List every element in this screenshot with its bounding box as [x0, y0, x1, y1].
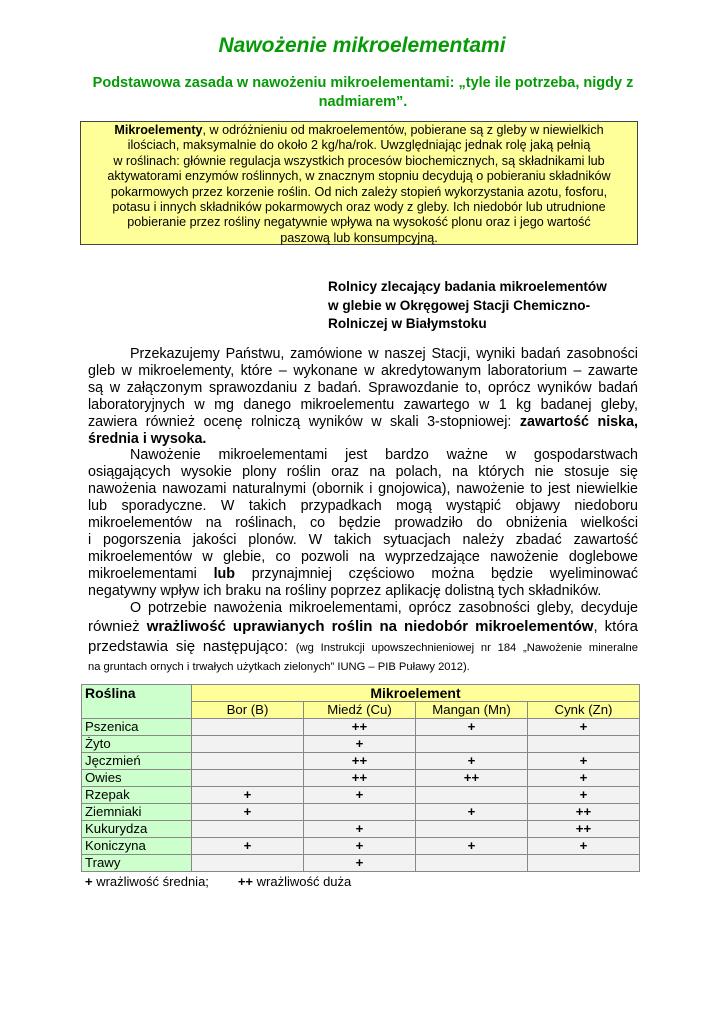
body-line: [88, 363, 638, 380]
legend-symbol: ++: [237, 874, 254, 889]
text-segment: lub sporadyczne. W takich przypadkach mogą wystąpić objawy niedoboru: [88, 498, 638, 515]
page-title: Nawożenie mikroelementami: [218, 34, 506, 57]
body-line: [88, 431, 638, 448]
sensitivity-cell: +: [528, 753, 640, 770]
plant-header: Roślina: [82, 685, 192, 719]
body-line: [88, 414, 638, 431]
info-box-line: [85, 200, 633, 215]
column-header: Bor (B): [192, 702, 304, 719]
info-box-text: w roślinach: głównie regulacja wszystkich procesów biochemicznych, są składnikami lub: [113, 153, 605, 168]
sensitivity-cell: [192, 821, 304, 838]
info-box-line: [85, 123, 633, 138]
table-header-row: [82, 685, 640, 702]
info-box-text: , w odróżnieniu od makroelementów, pobierane są z gleby w niewielkich: [202, 123, 604, 137]
table-row: [82, 787, 640, 804]
text-segment: laboratoryjnych w mg danego mikroelementu zawartego w 1 kg badanej gleby,: [88, 396, 638, 413]
info-box-line: [85, 215, 633, 230]
text-segment: również: [88, 617, 147, 635]
info-box-text: aktywatorami enzymów roślinnych, w znacznym stopniu decydują o pobieraniu składników: [107, 169, 611, 184]
plant-name: Jęczmień: [82, 753, 192, 770]
info-box-line: [85, 185, 633, 200]
sensitivity-cell: +: [416, 804, 528, 821]
table-row: [82, 770, 640, 787]
text-segment: , która: [593, 617, 639, 635]
table-row: [82, 753, 640, 770]
sensitivity-cell: ++: [304, 753, 416, 770]
legend-text: wrażliwość duża: [253, 874, 352, 889]
sensitivity-cell: +: [192, 787, 304, 804]
body-line: [88, 583, 638, 600]
table-row: [82, 838, 640, 855]
body-line: [88, 447, 638, 464]
body-line: [88, 380, 638, 397]
text-segment: na gruntach ornych i trwałych użytkach zielonych” IUNG – PIB Puławy 2012).: [88, 660, 470, 673]
body-line: [88, 600, 638, 617]
sensitivity-cell: [416, 821, 528, 838]
text-segment: Przekazujemy Państwu, zamówione w naszej Stacji, wyniki badań zasobności: [130, 346, 638, 362]
sensitivity-cell: +: [416, 753, 528, 770]
plant-name: Owies: [82, 770, 192, 787]
bold-text: lub: [213, 565, 236, 582]
text-segment: przedstawia się następująco:: [88, 637, 296, 655]
info-box-text: ilościach, maksymalnie do około 2 kg/ha/rok. Uwzględniając jednak rolę jaką pełnią: [127, 138, 591, 153]
body-line: [88, 464, 638, 481]
sensitivity-cell: [528, 736, 640, 753]
column-header: Miedź (Cu): [304, 702, 416, 719]
sensitivity-cell: +: [304, 787, 416, 804]
info-box-bold-lead: Mikroelementy: [114, 123, 203, 137]
sensitivity-cell: [192, 855, 304, 872]
body-line: [88, 481, 638, 498]
sensitivity-cell: +: [528, 770, 640, 787]
table-row: [82, 719, 640, 736]
info-box-text: paszową lub konsumpcyjną.: [280, 230, 438, 245]
text-segment: mikroelementami: [88, 565, 214, 582]
sensitivity-cell: ++: [416, 770, 528, 787]
sensitivity-cell: ++: [528, 804, 640, 821]
body-line: [88, 498, 638, 515]
plant-name: Żyto: [82, 736, 192, 753]
body-line: [88, 637, 638, 658]
bold-text: wrażliwość uprawianych roślin na niedobór mikroelementów: [146, 617, 594, 635]
sensitivity-cell: ++: [528, 821, 640, 838]
text-segment: nawożenia nawozami naturalnymi (obornik i gnojowica), nawożenie to jest niewielkie: [88, 481, 638, 498]
plant-name: Rzepak: [82, 787, 192, 804]
info-box-line: [85, 169, 633, 184]
table-row: [82, 736, 640, 753]
body-line: [88, 346, 638, 363]
text-segment: przynajmniej częściowo można będzie wyeliminować: [235, 565, 638, 582]
sensitivity-cell: +: [528, 719, 640, 736]
body-line: [88, 566, 638, 583]
lab-heading-line: w glebie w Okręgowej Stacji Chemiczno-: [328, 297, 591, 313]
body-line: [88, 397, 638, 414]
info-box-line: [85, 154, 633, 169]
text-segment: zawiera również ocenę rolniczą wyników w skali 3-stopniowej:: [88, 413, 520, 430]
sensitivity-cell: +: [416, 838, 528, 855]
sensitivity-cell: [528, 855, 640, 872]
info-box-text: potasu i innych składników pokarmowych oraz wody z gleby. Ich niedobór lub utrudnione: [112, 200, 606, 215]
column-header: Cynk (Zn): [528, 702, 640, 719]
table-row: [82, 821, 640, 838]
sensitivity-cell: +: [528, 787, 640, 804]
text-segment: negatywny wpływ ich braku na rośliny poprzez aplikację dolistną tych składników.: [88, 582, 602, 599]
body-line: [88, 532, 638, 549]
sensitivity-cell: [192, 770, 304, 787]
info-box-text: pobieranie przez rośliny negatywnie wpływa na wysokość plonu oraz i jego wartość: [127, 215, 591, 230]
plant-name: Koniczyna: [82, 838, 192, 855]
table-row: [82, 804, 640, 821]
legend-symbol: +: [85, 874, 93, 889]
sensitivity-cell: +: [304, 838, 416, 855]
info-box: [80, 121, 638, 245]
sensitivity-cell: [192, 736, 304, 753]
info-box-line: [85, 138, 633, 153]
body-line: [88, 549, 638, 566]
table-legend: [85, 874, 351, 889]
sensitivity-cell: +: [192, 804, 304, 821]
group-header: Mikroelement: [192, 685, 640, 702]
bold-text: zawartość niska,: [519, 413, 638, 430]
column-header: Mangan (Mn): [416, 702, 528, 719]
text-segment: i pogorszenia jakości plonów. W takich sytuacjach należy zbadać zawartość: [88, 531, 638, 548]
sensitivity-cell: ++: [304, 719, 416, 736]
lab-heading: [328, 278, 607, 334]
sensitivity-cell: [192, 753, 304, 770]
text-segment: (wg Instrukcji upowszechnieniowej nr 184 „Nawożenie mineralne: [295, 641, 639, 654]
text-segment: są w załączonym sprawozdaniu z badań. Sprawozdanie to, oprócz wyników badań: [88, 379, 638, 396]
text-segment: gleb w mikroelementy, które – wykonane w akredytowanym laboratorium – zawarte: [88, 362, 638, 379]
legend-text: wrażliwość średnia;: [92, 874, 209, 889]
lab-heading-line: Rolnicy zlecający badania mikroelementów: [328, 279, 607, 294]
plant-name: Trawy: [82, 855, 192, 872]
plant-name: Pszenica: [82, 719, 192, 736]
sensitivity-cell: [416, 855, 528, 872]
info-box-text: pokarmowych przez korzenie roślin. Od nich zależy stopień wykorzystania azotu, fosforu,: [110, 184, 608, 199]
body-line: [88, 617, 638, 637]
sensitivity-cell: [416, 787, 528, 804]
text-segment: Nawożenie mikroelementami jest bardzo ważne w gospodarstwach: [130, 447, 638, 464]
text-segment: mikroelementów w glebie, co pozwoli na wyprzedzające nawożenie doglebowe: [88, 548, 638, 565]
text-segment: O potrzebie nawożenia mikroelementami, oprócz zasobności gleby, decyduje: [130, 599, 638, 616]
sensitivity-cell: [416, 736, 528, 753]
body-line: [88, 515, 638, 532]
text-segment: osiągających wysokie plony roślin oraz na polach, na których nie stosuje się: [88, 464, 638, 481]
body-line: [88, 658, 638, 676]
sensitivity-cell: +: [192, 838, 304, 855]
text-segment: mikroelementów na roślinach, co będzie prowadziło do obniżenia wielkości: [88, 515, 638, 532]
sensitivity-cell: [304, 804, 416, 821]
sensitivity-cell: +: [304, 736, 416, 753]
plant-name: Kukurydza: [82, 821, 192, 838]
sensitivity-cell: [192, 719, 304, 736]
sensitivity-cell: +: [304, 855, 416, 872]
sensitivity-cell: +: [528, 838, 640, 855]
table-row: [82, 855, 640, 872]
bold-text: średnia i wysoka.: [88, 430, 207, 447]
plant-name: Ziemniaki: [82, 804, 192, 821]
info-box-line: [85, 231, 633, 246]
sensitivity-cell: +: [304, 821, 416, 838]
lab-heading-line: Rolniczej w Białymstoku: [328, 316, 487, 331]
sensitivity-cell: ++: [304, 770, 416, 787]
sensitivity-cell: +: [416, 719, 528, 736]
sensitivity-table: [81, 684, 640, 872]
subtitle: Podstawowa zasada w nawożeniu mikroelementami: „tyle ile potrzeba, nigdy z nadmiarem”.: [92, 75, 634, 110]
body-text: [88, 346, 638, 675]
